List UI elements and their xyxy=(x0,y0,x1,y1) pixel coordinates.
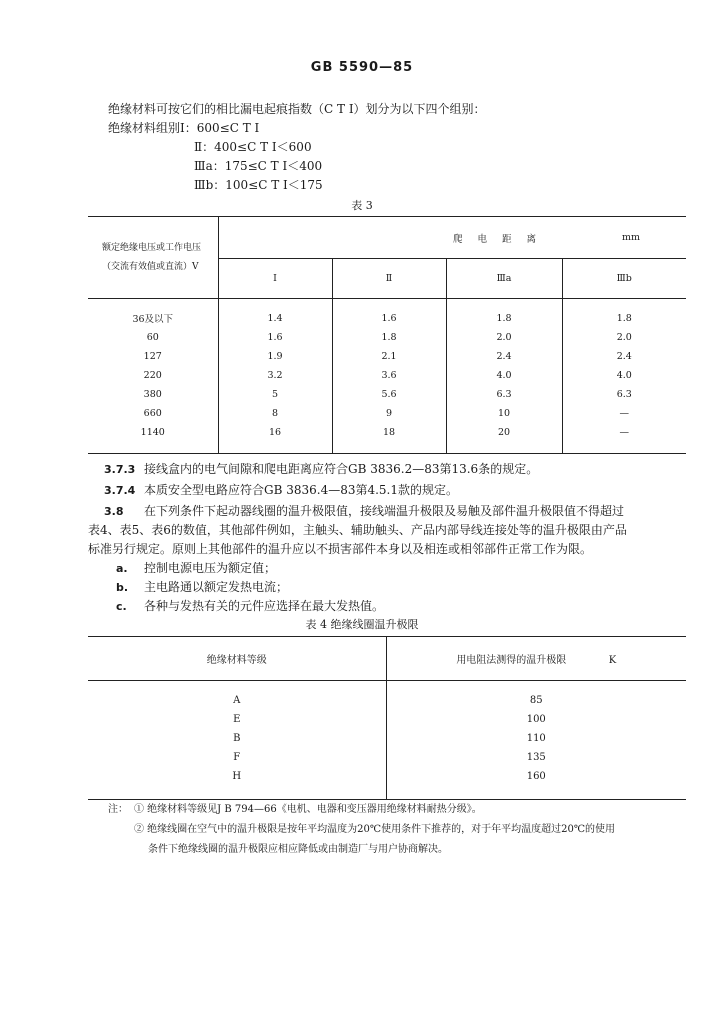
value-cell: — xyxy=(562,423,686,442)
table3-col-IIIa: Ⅲa xyxy=(446,259,562,299)
table3-caption: 表 3 xyxy=(351,199,373,212)
table4-caption: 表 4 绝缘线圈温升极限 xyxy=(305,618,419,631)
notes-label: 注： xyxy=(108,804,128,815)
condition-text: 各种与发热有关的元件应选择在最大发热值。 xyxy=(144,599,385,613)
page-header: GB 5590—85 xyxy=(310,60,414,75)
limit-cell: 85 xyxy=(386,691,686,710)
value-cell: — xyxy=(562,404,686,423)
limit-cell: 160 xyxy=(386,767,686,786)
value-cell: 1.4 xyxy=(218,309,332,328)
clause-374 xyxy=(104,481,458,498)
class-cell: B xyxy=(233,732,241,744)
table-row xyxy=(88,729,686,748)
voltage-cell: 660 xyxy=(143,407,162,419)
value-cell: 4.0 xyxy=(446,366,562,385)
value-cell: 3.2 xyxy=(218,366,332,385)
value-cell: 6.3 xyxy=(562,385,686,404)
clause-text: 本质安全型电路应符合GB 3836.4—83第4.5.1款的规定。 xyxy=(144,483,459,497)
condition-label: c. xyxy=(116,600,127,613)
voltage-cell: 220 xyxy=(143,369,162,381)
class-cell: H xyxy=(232,770,242,782)
clause-text-line: 在下列条件下起动器线圈的温升极限值，接线端温升极限及易触及部件温升极限值不得超过 xyxy=(144,504,625,518)
value-cell: 2.0 xyxy=(446,328,562,347)
table3-col0-header: 额定绝缘电压或工作电压（交流有效值或直流）V xyxy=(88,217,218,299)
table3-unit: mm xyxy=(621,232,640,243)
condition-label: a. xyxy=(116,562,128,575)
table-row xyxy=(88,309,686,328)
note-2-cont: 条件下绝缘线圈的温升极限应相应降低或由制造厂与用户协商解决。 xyxy=(148,844,448,855)
table-row xyxy=(88,423,686,442)
table-3 xyxy=(88,216,686,454)
table4-col1-header: 绝缘材料等级 xyxy=(88,637,386,681)
table-row xyxy=(88,328,686,347)
value-cell: 2.4 xyxy=(562,347,686,366)
value-cell: 3.6 xyxy=(332,366,446,385)
condition-text: 主电路通以额定发热电流； xyxy=(144,580,289,594)
table-row xyxy=(88,385,686,404)
voltage-cell: 380 xyxy=(143,388,162,400)
condition-label: b. xyxy=(116,581,129,594)
table-row xyxy=(88,691,686,710)
note-2: ② 绝缘线圈在空气中的温升极限是按年平均温度为20℃使用条件下推荐的，对于年平均温度超过20℃的使用 xyxy=(134,824,616,835)
condition-a xyxy=(116,559,276,576)
value-cell: 2.1 xyxy=(332,347,446,366)
clause-number: 3.7.4 xyxy=(104,484,136,497)
value-cell: 8 xyxy=(218,404,332,423)
value-cell: 6.3 xyxy=(446,385,562,404)
voltage-cell: 1140 xyxy=(140,426,165,438)
voltage-cell: 127 xyxy=(143,350,162,362)
table4-col2-header: 用电阻法测得的温升极限 xyxy=(456,655,567,666)
group-2: Ⅱ：400≤C T I＜600 xyxy=(194,140,312,154)
table-row xyxy=(88,347,686,366)
table3-col-I: Ⅰ xyxy=(218,259,332,299)
limit-cell: 110 xyxy=(386,729,686,748)
condition-c xyxy=(116,597,384,614)
value-cell: 1.6 xyxy=(332,309,446,328)
value-cell: 18 xyxy=(332,423,446,442)
table4-col2-header-cell xyxy=(386,637,686,681)
group-3a: Ⅲa：175≤C T I＜400 xyxy=(194,159,323,173)
value-cell: 1.8 xyxy=(332,328,446,347)
value-cell: 20 xyxy=(446,423,562,442)
value-cell: 2.4 xyxy=(446,347,562,366)
table3-col-II: Ⅱ xyxy=(332,259,446,299)
table-row xyxy=(88,748,686,767)
table-row xyxy=(88,404,686,423)
clause-text-line: 表4、表5、表6的数值，其他部件例如，主触头、辅助触头、产品内部导线连接处等的温升极限由产品 xyxy=(88,523,627,537)
value-cell: 5 xyxy=(218,385,332,404)
limit-cell: 135 xyxy=(386,748,686,767)
group-3b: Ⅲb：100≤C T I＜175 xyxy=(194,178,323,192)
value-cell: 1.8 xyxy=(562,309,686,328)
note-1: ① 绝缘材料等级见J B 794—66《电机、电器和变压器用绝缘材料耐热分级》。 xyxy=(134,804,482,815)
value-cell: 16 xyxy=(218,423,332,442)
value-cell: 9 xyxy=(332,404,446,423)
class-cell: F xyxy=(233,751,241,763)
condition-b xyxy=(116,578,288,595)
value-cell: 1.9 xyxy=(218,347,332,366)
table3-col-IIIb: Ⅲb xyxy=(562,259,686,299)
class-cell: E xyxy=(233,713,241,725)
voltage-cell: 36及以下 xyxy=(132,314,174,325)
table4-unit: K xyxy=(608,655,617,666)
value-cell: 1.8 xyxy=(446,309,562,328)
intro-text: 绝缘材料可按它们的相比漏电起痕指数（C T I）划分为以下四个组别： xyxy=(108,102,486,116)
value-cell: 4.0 xyxy=(562,366,686,385)
condition-text: 控制电源电压为额定值； xyxy=(144,561,277,575)
clause-38 xyxy=(104,502,624,519)
clause-number: 3.8 xyxy=(104,505,124,518)
table-row xyxy=(88,767,686,786)
table-row xyxy=(88,366,686,385)
limit-cell: 100 xyxy=(386,710,686,729)
value-cell: 10 xyxy=(446,404,562,423)
table-row xyxy=(88,710,686,729)
clause-text-line: 标准另行规定。原则上其他部件的温升应以不损害部件本身以及相连或相邻部件正常工作为限。 xyxy=(88,542,593,556)
voltage-cell: 60 xyxy=(146,331,159,343)
value-cell: 2.0 xyxy=(562,328,686,347)
group-1: 绝缘材料组别Ⅰ：600≤C T I xyxy=(108,121,260,135)
value-cell: 1.6 xyxy=(218,328,332,347)
value-cell: 5.6 xyxy=(332,385,446,404)
table3-span-header: 爬 电 距 离 xyxy=(218,217,562,259)
class-cell: A xyxy=(233,694,241,706)
clause-text: 接线盒内的电气间隙和爬电距离应符合GB 3836.2—83第13.6条的规定。 xyxy=(144,462,539,476)
clause-373 xyxy=(104,460,538,477)
table-4 xyxy=(88,636,686,800)
clause-number: 3.7.3 xyxy=(104,463,136,476)
